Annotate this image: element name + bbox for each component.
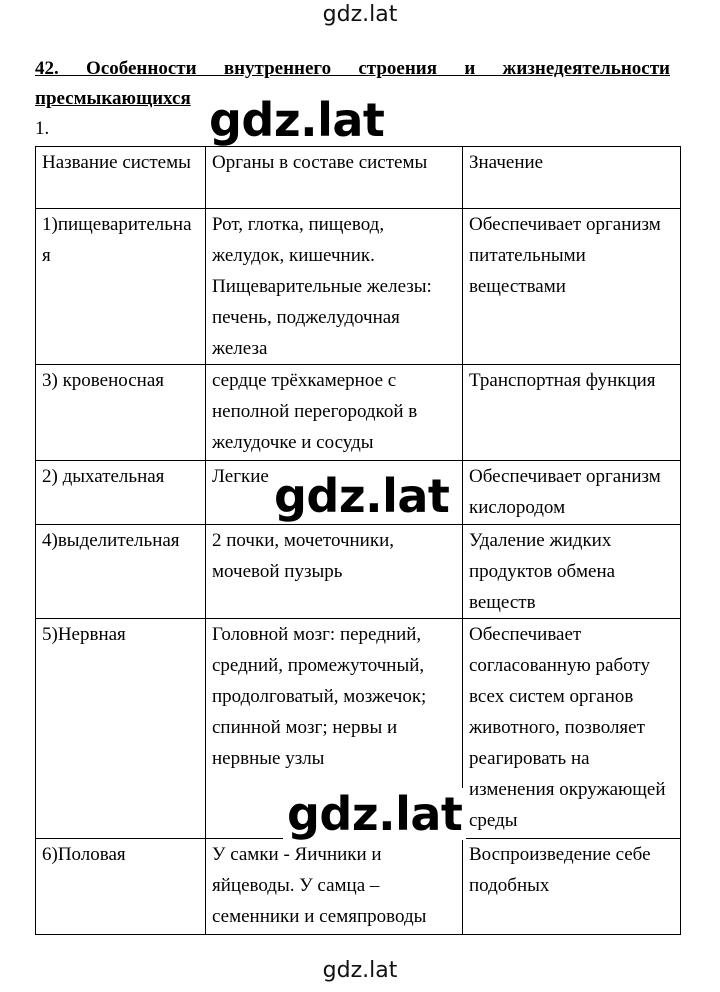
table-row — [36, 209, 681, 365]
system-name-cell: 3) кровеносная — [36, 365, 206, 461]
organs-cell: Рот, глотка, пищевод, желудок, кишечник. Пищеварительные железы: печень, поджелудочная железа — [206, 209, 463, 365]
header-cell: Значение — [463, 147, 681, 209]
function-cell: Обеспечивает организм питательными веществами — [463, 209, 681, 365]
watermark: gdz.lat — [283, 788, 466, 840]
system-name-cell: 1)пищеварительная — [36, 209, 206, 365]
table-row — [36, 839, 681, 935]
organs-cell: Головной мозг: передний, средний, промежуточный, продолговатый, мозжечок; спинной мозг; нервы и нервные узлы — [206, 619, 463, 839]
table-row — [36, 525, 681, 619]
site-footer: gdz.lat — [322, 958, 398, 983]
organs-cell: Легкие — [206, 461, 463, 525]
table-header-row — [36, 147, 681, 209]
system-name-cell: 2) дыхательная — [36, 461, 206, 525]
system-name-cell: 5)Нервная — [36, 619, 206, 839]
watermark: gdz.lat — [270, 470, 453, 522]
header-cell: Название системы — [36, 147, 206, 209]
header-cell: Органы в составе системы — [206, 147, 463, 209]
system-name-cell: 6)Половая — [36, 839, 206, 935]
site-header: gdz.lat — [322, 2, 398, 27]
organs-cell: У самки - Яичники и яйцеводы. У самца – семенники и семяпроводы — [206, 839, 463, 935]
organs-cell: сердце трёхкамерное с неполной перегородкой в желудочке и сосуды — [206, 365, 463, 461]
function-cell: Удаление жидких продуктов обмена веществ — [463, 525, 681, 619]
system-name-cell: 4)выделительная — [36, 525, 206, 619]
organs-cell: 2 почки, мочеточники, мочевой пузырь — [206, 525, 463, 619]
function-cell: Обеспечивает организм кислородом — [463, 461, 681, 525]
task-number: 1. — [35, 118, 50, 139]
function-cell: Транспортная функция — [463, 365, 681, 461]
function-cell: Воспроизведение себе подобных — [463, 839, 681, 935]
page-title: 42. Особенности внутреннего строения и жизнедеятельности пресмыкающихся — [35, 58, 670, 109]
watermark: gdz.lat — [205, 94, 388, 146]
table-row — [36, 365, 681, 461]
function-cell: Обеспечивает согласованную работу всех систем органов животного, позволяет реагировать на изменения окружающей среды — [463, 619, 681, 839]
